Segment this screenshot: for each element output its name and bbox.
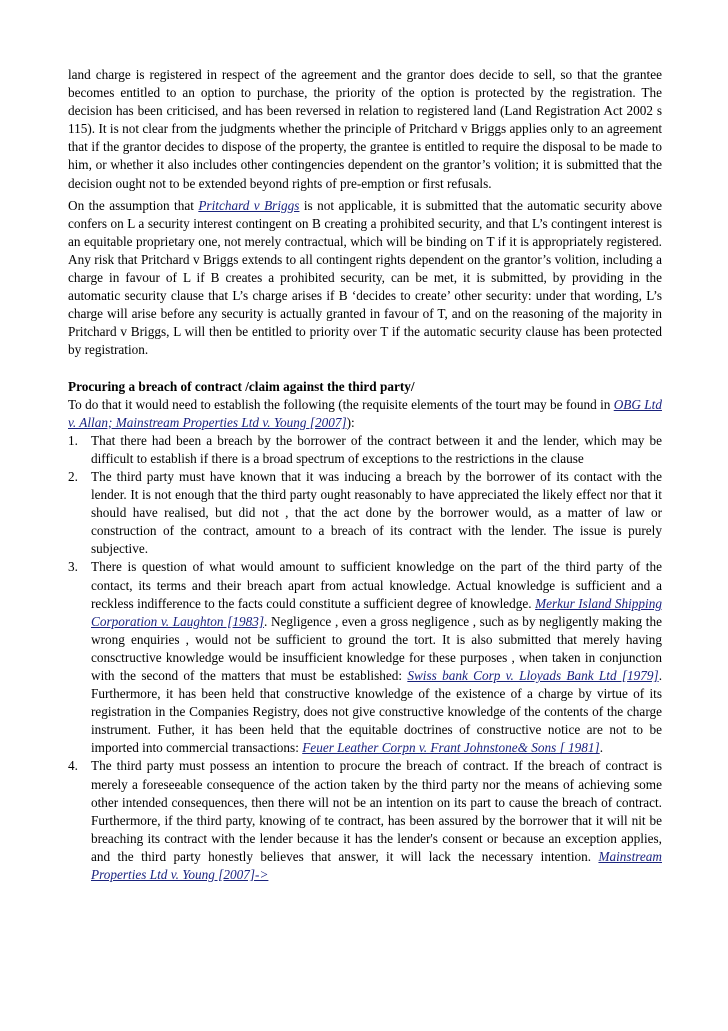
list-item-number: 4. xyxy=(68,758,78,774)
list-item-number: 1. xyxy=(68,432,78,448)
list-item xyxy=(68,558,662,757)
list-item-text: . xyxy=(599,740,604,756)
paragraph-2-text-a: On the assumption that xyxy=(68,197,199,213)
list-item-text: . Negligence , even a gross negligence , such as by negligently making the wrong enquiries , would not be sufficient to ground the tort. It is also submitted that merely having consctructive knowledge would be insufficient knowledge for these purposes , when taken in conjunction with the second of the matters that must be established: xyxy=(91,613,662,683)
list-item-text: There is question of what would amount to sufficient knowledge on the part of the third party of the contact, its terms and their breach apart from actual knowledge. Actual knowledge is sufficient and a reckless indifference to the facts could constitute a sufficient degree of knowledge. xyxy=(91,559,662,611)
list-item-text: The third party must possess an intention to procure the breach of contract. If the breach of contract is merely a foreseeable consequence of the action taken by the third party nor the means of achieving some other intended consequences, then there will not be an intention on its part to cause the breach of contract. Furthermore, if the third party, knowing of te contract, has been assured by the borrower that it will nit be breaching its contract with the lender because it has the lender's consent or because an exception applies, and the third party honestly believes that answer, it will lack the necessary intention. xyxy=(91,758,662,864)
case-link-pritchard-v-briggs[interactable]: Pritchard v Briggs xyxy=(198,197,300,213)
list-item-number: 2. xyxy=(68,468,78,484)
paragraph-2 xyxy=(68,197,662,360)
section-heading: Procuring a breach of contract /claim against the third party/ xyxy=(68,378,415,394)
list-item-text: That there had been a breach by the borrower of the contract between it and the lender, which may be difficult to establish if there is a broad spectrum of exceptions to the restrictions in the clause xyxy=(91,432,662,466)
case-link-mainstream-properties[interactable]: Mainstream Properties Ltd v. Young [2007]-> xyxy=(91,848,662,883)
list-item-text: The third party must have known that it was inducing a breach by the borrower of its contact with the lender. It is not enough that the third party ought reasonably to have appreciated the likely effect nor that it should have realised, but did not , that the act done by the borrower would, as a matter of law or construction of the contract, amount to a breach of its contract with the lender. The issue is purely subjective. xyxy=(91,468,662,557)
list-item-number: 3. xyxy=(68,559,78,575)
list-item xyxy=(68,468,662,558)
case-link-merkur-island[interactable]: Merkur Island Shipping Corporation v. Laughton [1983] xyxy=(91,595,662,629)
intro-text-a: To do that it would need to establish the following (the requisite elements of the tourt may be found in xyxy=(68,396,614,412)
case-link-swiss-bank[interactable]: Swiss bank Corp v. Lloyads Bank Ltd [1979] xyxy=(407,668,659,683)
paragraph-2-text-b: is not applicable, it is submitted that the automatic security above confers on L a security interest contingent on B creating a prohibited security, and that L’s contingent interest is an equitable proprietary one, not merely contractual, which will be binding on T if it is appropriately registered. Any risk that Pritchard v Briggs extends to all contingent rights dependent on the grantor’s volition, including a charge in favour of L if B creates a prohibited security, can be met, it is submitted, by providing in the automatic security clause that L’s charge arises if B ‘decides to create’ other security: under that wording, L’s charge will arise before any security is actually granted in favour of T, and on the reasoning of the majority in Pritchard v Briggs, L will then be entitled to priority over T if the automatic security clause has been protected by registration. xyxy=(68,197,662,358)
list-item xyxy=(68,432,662,468)
intro-paragraph xyxy=(68,396,662,432)
paragraph-1: land charge is registered in respect of the agreement and the grantor does decide to sell, so that the grantee becomes entitled to an option to purchase, the priority of the option is protected by the registration. The decision has been criticised, and has been reversed in relation to registered land (Land Registration Act 2002 s 115). It is not clear from the judgments whether the principle of Pritchard v Briggs applies only to an agreement that if the grantor decides to dispose of the property, the grantee is entitled to require the disposal to be made to him, or whether it also includes other contingencies dependent on the grantor’s volition; it is submitted that the decision ought not to be extended beyond rights of pre-emption or first refusals. xyxy=(68,67,662,191)
list-item xyxy=(68,757,662,884)
requirements-list xyxy=(68,432,662,884)
document-page xyxy=(68,66,662,884)
case-link-obg-v-allan[interactable]: OBG Ltd v. Allan; Mainstream Properties Ltd v. Young [2007] xyxy=(68,396,662,430)
list-item-text: . Furthermore, it has been held that constructive knowledge of the existence of a charge by virtue of its registration in the Companies Registry, does not give constructive knowledge of the contents of the charge instrument. Futher, it has been held that the equitable doctrines of constructive notice are not to be imported into commercial transactions: xyxy=(91,668,662,756)
case-link-feuer-leather[interactable]: Feuer Leather Corpn v. Frant Johnstone& Sons [ 1981] xyxy=(302,740,600,756)
intro-text-b: ): xyxy=(346,414,355,430)
